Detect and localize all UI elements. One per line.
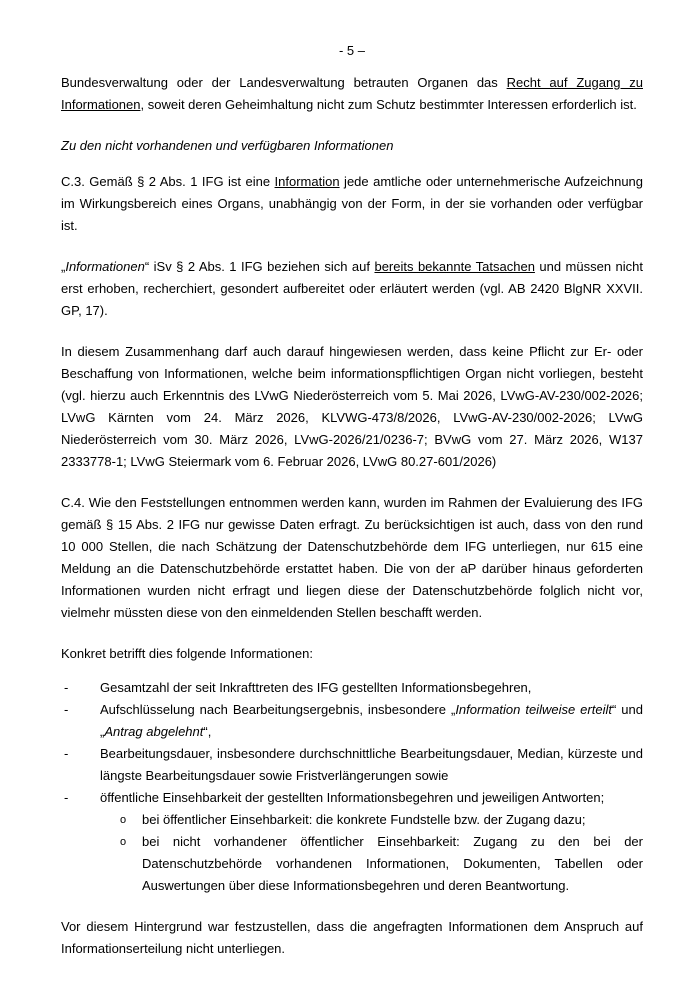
text: , soweit deren Geheimhaltung nicht zum Schutz bestimmter Interessen erforderlich ist. xyxy=(140,97,637,112)
sub-list-item xyxy=(100,809,643,831)
paragraph-information-definition xyxy=(61,256,643,322)
text: “, xyxy=(203,724,212,739)
dash-bullet: - xyxy=(64,680,69,695)
sub-list-item-text: bei nicht vorhandener öffentlicher Einsehbarkeit: Zugang zu den bei der Datenschutzbehörde vorhandenen Informationen, Dokumenten, Tabellen oder Auswertungen über diese Informationsbegehren und deren Beantwortung. xyxy=(142,834,643,893)
list-item-text: Gesamtzahl der seit Inkrafttreten des IFG gestellten Informationsbegehren, xyxy=(100,680,532,695)
sub-list-item-text: bei öffentlicher Einsehbarkeit: die konkrete Fundstelle bzw. der Zugang dazu; xyxy=(142,812,586,827)
italic-term: Information teilweise erteilt xyxy=(455,702,612,717)
text: und müssen nicht erst erhoben, recherchiert, gesondert aufbereitet oder erläutert werden (vgl. AB 2420 BlgNR XXVII. GP, 17). xyxy=(61,259,643,318)
underlined-term: bereits bekannte Tatsachen xyxy=(374,259,535,274)
list-item xyxy=(61,677,643,699)
circle-bullet: o xyxy=(120,836,127,848)
paragraph-list-intro: Konkret betrifft dies folgende Informationen: xyxy=(61,646,313,661)
dash-bullet: - xyxy=(64,746,69,761)
text: C.3. Gemäß § 2 Abs. 1 IFG ist eine xyxy=(61,174,275,189)
text: „ xyxy=(61,259,66,274)
paragraph-conclusion: Vor diesem Hintergrund war festzustellen, dass die angefragten Informationen dem Anspruch auf Informationserteilung nicht unterliegen. xyxy=(61,919,643,956)
italic-term: Antrag abgelehnt xyxy=(104,724,204,739)
text: “ und „ xyxy=(100,702,643,739)
paragraph-c4: C.4. Wie den Feststellungen entnommen werden kann, wurden im Rahmen der Evaluierung des IFG gemäß § 15 Abs. 2 IFG nur gewisse Daten erfragt. Zu berücksichtigen ist auch, dass von den rund 10 000 Stellen, die nach Schätzung der Datenschutzbehörde dem IFG unterliegen, nur 615 eine Meldung an die Datenschutzbehörde erstattet haben. Die von der aP darüber hinaus geforderten Informationen wurden nicht erfragt und liegen diese der Datenschutzbehörde folglich nicht vor, vielmehr müssten diese von den einmeldenden Stellen beschafft werden. xyxy=(61,495,643,620)
page-number: - 5 – xyxy=(338,43,365,58)
sub-list-item xyxy=(100,831,643,897)
dash-bullet: - xyxy=(64,790,69,805)
text: Bundesverwaltung oder der Landesverwaltung betrauten Organen das xyxy=(61,75,507,90)
list-item xyxy=(61,743,643,787)
circle-bullet: o xyxy=(120,814,127,826)
paragraph-access-right xyxy=(61,72,643,116)
dash-bullet: - xyxy=(64,702,69,717)
text: Aufschlüsselung nach Bearbeitungsergebnis, insbesondere „ xyxy=(100,702,456,717)
section-heading: Zu den nicht vorhandenen und verfügbaren Informationen xyxy=(61,138,394,153)
underlined-term: Recht auf Zugang zu Informationen xyxy=(61,75,643,112)
list-item xyxy=(61,787,643,897)
list-item-text: öffentliche Einsehbarkeit der gestellten Informationsbegehren und jeweiligen Antworten; xyxy=(100,790,605,805)
list-item-text: Bearbeitungsdauer, insbesondere durchschnittliche Bearbeitungsdauer, Median, kürzeste und längste Bearbeitungsdauer sowie Fristverlängerungen sowie xyxy=(100,746,643,783)
list-item xyxy=(61,699,643,743)
paragraph-case-law: In diesem Zusammenhang darf auch darauf hingewiesen werden, dass keine Pflicht zur Er- oder Beschaffung von Informationen, welche beim informationspflichtigen Organ nicht vorliegen, besteht (vgl. hierzu auch Erkenntnis des LVwG Niederösterreich vom 5. Mai 2026, LVwG-AV-230/002-2026; LVwG Kärnten vom 24. März 2026, KLVWG-473/8/2026, LVwG-AV-230/002-2026; LVwG Niederösterreich vom 30. März 2026, LVwG-2026/21/0236-7; BVwG vom 27. März 2026, W137 2333778-1; LVwG Steiermark vom 6. Februar 2026, LVwG 80.27-601/2026) xyxy=(61,344,643,469)
text: jede amtliche oder unternehmerische Aufzeichnung im Wirkungsbereich eines Organs, unabhängig von der Form, in der sie vorhanden oder verfügbar ist. xyxy=(61,174,644,233)
italic-term: Informationen xyxy=(65,259,145,274)
sub-list xyxy=(100,809,643,897)
document-page xyxy=(61,40,643,979)
information-list xyxy=(61,677,643,897)
text: “ iSv § 2 Abs. 1 IFG beziehen sich auf xyxy=(144,259,375,274)
underlined-term: Information xyxy=(274,174,340,189)
paragraph-c3 xyxy=(61,171,643,237)
